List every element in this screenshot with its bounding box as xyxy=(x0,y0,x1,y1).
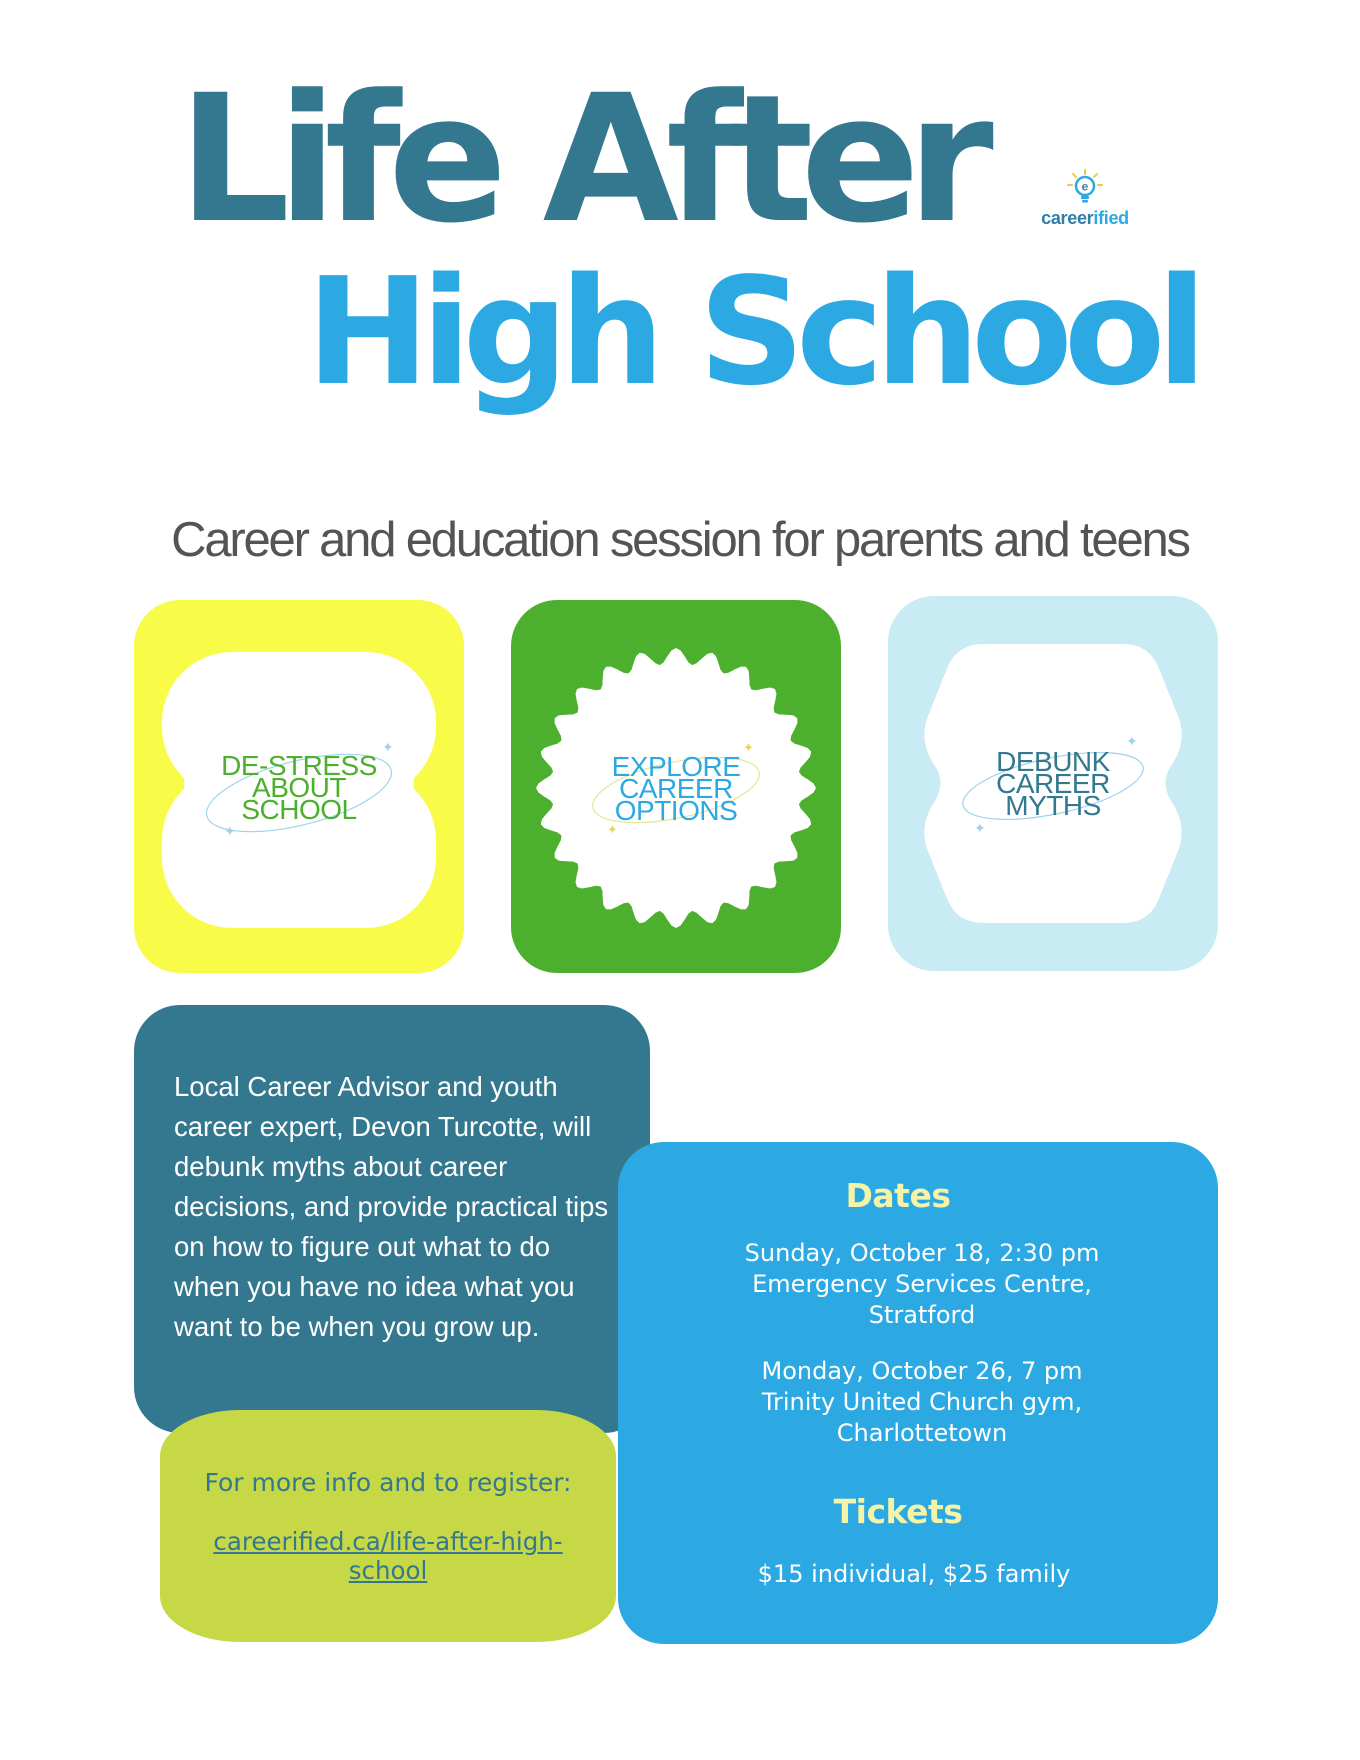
title-line-2: High School xyxy=(306,246,1199,418)
register-panel xyxy=(160,1410,616,1642)
logo-text: careerified xyxy=(1041,208,1129,228)
title-line-1: Life After xyxy=(178,57,981,262)
event-when: Sunday, October 18, 2:30 pm xyxy=(744,1239,1100,1267)
svg-text:✦: ✦ xyxy=(224,824,236,840)
tickets-price: $15 individual, $25 family xyxy=(757,1560,1071,1588)
register-link[interactable]: careerified.ca/life-after-high-school xyxy=(213,1527,563,1585)
event-city: Stratford xyxy=(868,1301,976,1329)
svg-text:e: e xyxy=(1081,179,1089,194)
svg-text:✦: ✦ xyxy=(1126,734,1138,750)
description-card xyxy=(134,1005,650,1433)
svg-text:✦: ✦ xyxy=(382,740,394,756)
tile-label-debunk: DEBUNK CAREER MYTHS xyxy=(996,746,1110,821)
tile-debunk xyxy=(888,596,1218,971)
event-venue: Emergency Services Centre, xyxy=(752,1270,1092,1298)
event-item xyxy=(622,1238,1222,1331)
event-venue: Trinity United Church gym, xyxy=(761,1388,1083,1416)
tile-label-destress: DE-STRESS ABOUT SCHOOL xyxy=(221,750,377,825)
dates-card xyxy=(618,1142,1218,1644)
tile-destress xyxy=(134,600,464,973)
register-prompt: For more info and to register: xyxy=(204,1468,572,1497)
tile-explore xyxy=(511,600,841,973)
description-text: Local Career Advisor and youth career expert, Devon Turcotte, will debunk myths about career decisions, and provide practical tips on how to figure out what to do when you have no idea what you want to be when you grow up. xyxy=(174,1071,609,1342)
careerified-logo xyxy=(1030,168,1140,229)
tickets-heading: Tickets xyxy=(833,1492,963,1531)
subtitle: Career and education session for parents and teens xyxy=(171,513,1189,567)
dates-heading: Dates xyxy=(845,1176,951,1215)
lightbulb-icon xyxy=(1065,168,1105,206)
event-city: Charlottetown xyxy=(836,1419,1008,1447)
event-item xyxy=(622,1356,1222,1449)
tile-label-explore: EXPLORE CAREER OPTIONS xyxy=(611,751,741,826)
event-when: Monday, October 26, 7 pm xyxy=(761,1357,1083,1385)
svg-text:✦: ✦ xyxy=(974,821,986,837)
svg-text:✦: ✦ xyxy=(607,823,618,838)
svg-text:✦: ✦ xyxy=(743,741,754,756)
